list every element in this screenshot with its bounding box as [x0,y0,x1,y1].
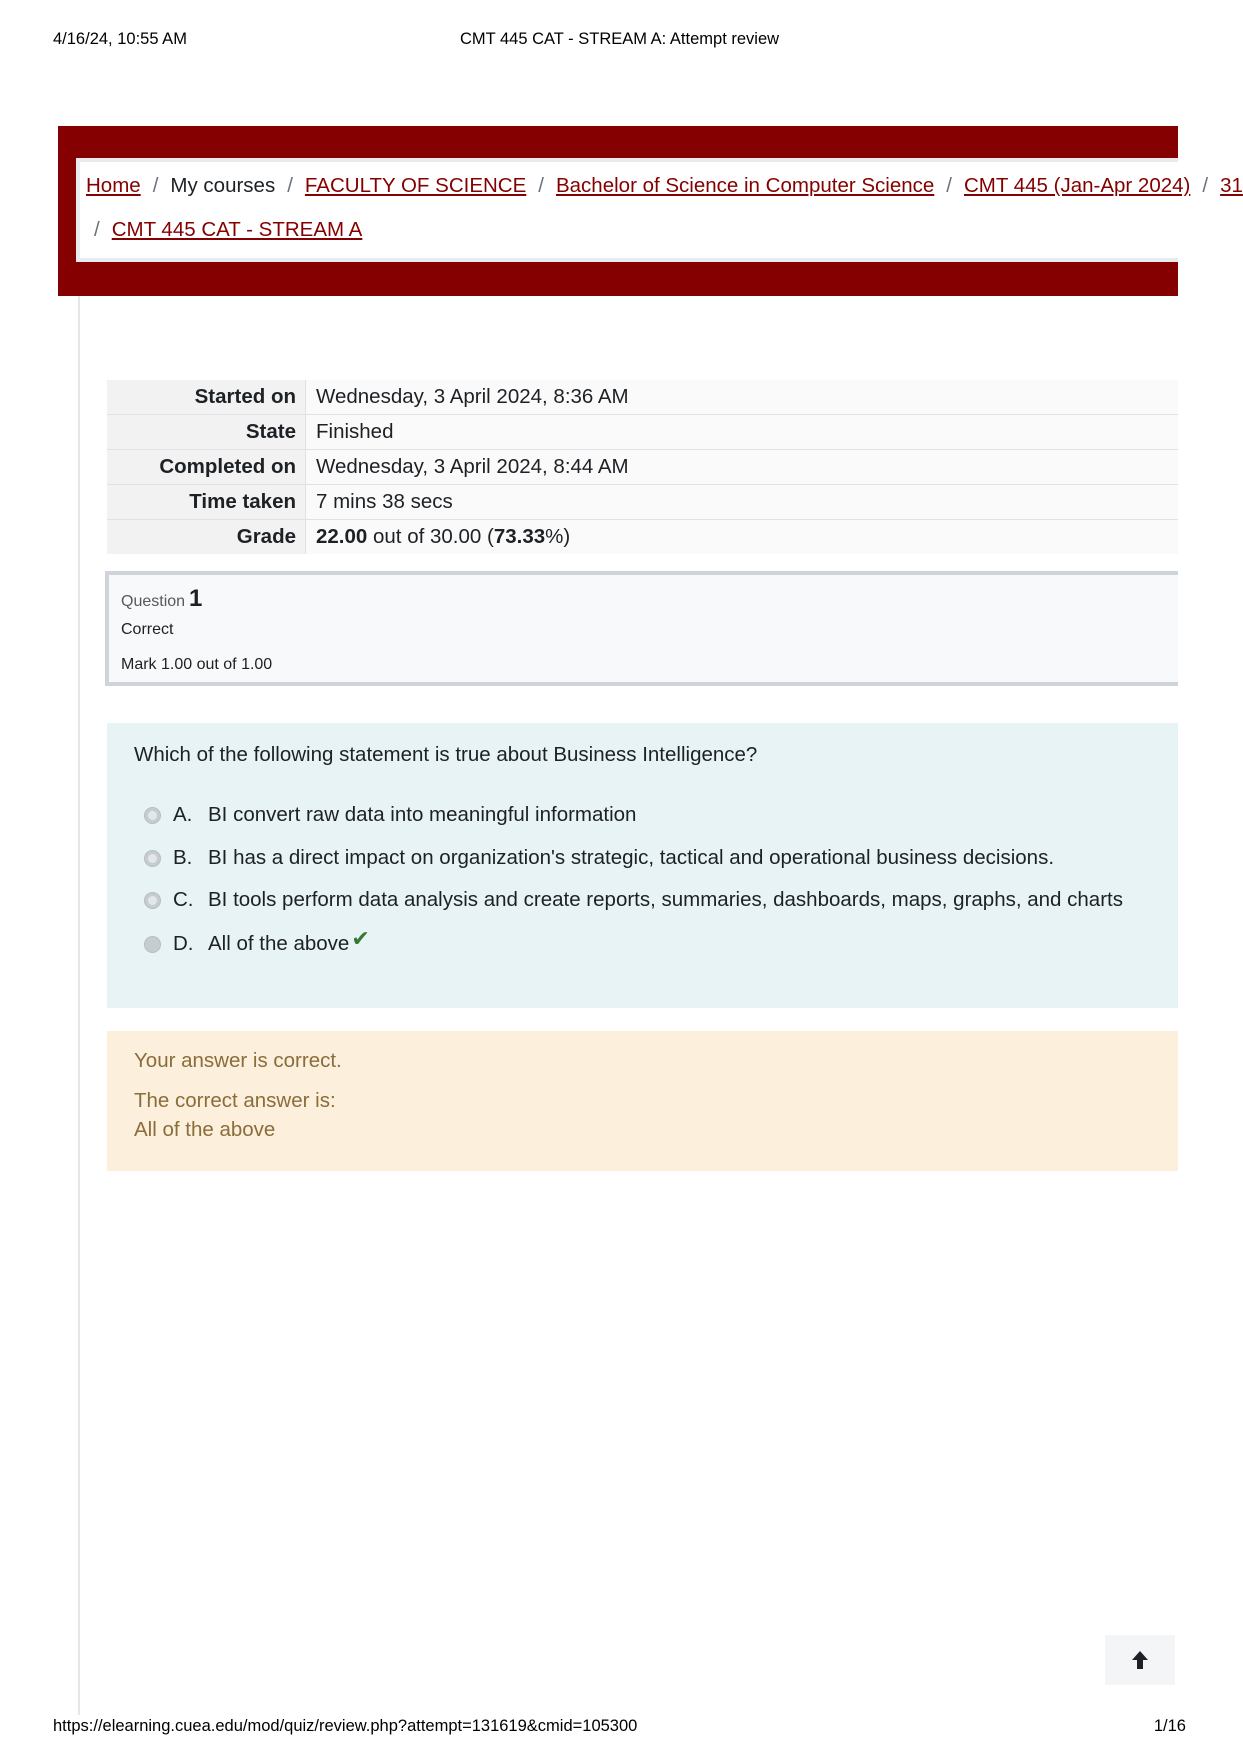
answer-letter: B. [173,846,193,869]
answer-text: BI convert raw data into meaningful information [208,803,637,826]
breadcrumb-faculty[interactable]: FACULTY OF SCIENCE [304,174,527,197]
breadcrumb-separator: / [152,174,159,197]
summary-label: Grade [107,520,305,554]
print-page-title: CMT 445 CAT - STREAM A: Attempt review [459,30,780,48]
answer-text: BI has a direct impact on organization's strategic, tactical and operational business decisions. [208,846,1055,869]
grade-score: 22.00 [316,525,368,548]
summary-value: Wednesday, 3 April 2024, 8:36 AM [305,380,1178,414]
radio-button[interactable] [144,936,161,953]
answer-letter: D. [173,932,194,955]
breadcrumb-course[interactable]: CMT 445 (Jan-Apr 2024) [964,174,1191,197]
arrow-up-icon [1130,1649,1150,1671]
summary-label: Time taken [107,485,305,519]
grade-percent: 73.33 [493,525,546,548]
print-url: https://elearning.cuea.edu/mod/quiz/review.php?attempt=131619&cmid=105300 [53,1717,638,1735]
summary-row-started [107,380,1178,414]
breadcrumb-separator: / [1202,174,1209,197]
back-to-top-button[interactable] [1105,1635,1175,1685]
print-datetime: 4/16/24, 10:55 AM [53,30,187,48]
answer-text: BI tools perform data analysis and create reports, summaries, dashboards, maps, graphs, and charts [208,888,1123,911]
breadcrumb-quiz[interactable]: CMT 445 CAT - STREAM A [111,218,363,241]
summary-grade-value [305,520,1178,554]
summary-value: 7 mins 38 secs [305,485,1178,519]
answer-option-b [144,846,1054,870]
answer-option-d [144,926,370,957]
breadcrumb-line-2 [94,208,362,252]
summary-row-completed [107,449,1178,484]
summary-row-state [107,414,1178,449]
question-number-value: 1 [189,585,203,612]
answer-option-a [144,803,636,827]
feedback-box [107,1031,1178,1171]
print-page-number: 1/16 [1153,1717,1186,1735]
summary-row-time-taken [107,484,1178,519]
question-mark: Mark 1.00 out of 1.00 [121,656,273,673]
answer-letter: A. [173,803,193,826]
summary-label: Completed on [107,450,305,484]
question-label: Question [121,593,186,610]
summary-value: Finished [305,415,1178,449]
breadcrumb-separator: / [538,174,544,197]
breadcrumb-separator: / [287,174,293,197]
print-header [53,30,1186,54]
radio-button[interactable] [144,892,161,909]
grade-end: %) [545,525,571,548]
attempt-summary-table [107,380,1178,554]
breadcrumb-my-courses: My courses [170,174,276,197]
correct-answer-value: All of the above [134,1118,276,1141]
page-header-banner [58,126,1243,296]
check-icon: ✔ [351,926,370,951]
question-text: Which of the following statement is true about Business Intelligence? [134,743,758,766]
question-state: Correct [121,621,174,638]
summary-label: Started on [107,380,305,414]
correct-answer-label: The correct answer is: [134,1089,336,1112]
breadcrumb-home[interactable]: Home [86,174,141,197]
question-formulation [107,723,1178,1008]
breadcrumb-line-1 [86,164,1243,208]
radio-button[interactable] [144,807,161,824]
question-number [121,585,202,613]
answer-letter: C. [173,888,194,911]
grade-middle: out of 30.00 ( [367,525,494,548]
answer-text: All of the above [208,932,350,955]
breadcrumb-separator: / [94,218,100,241]
breadcrumb-section[interactable]: 31 [1220,174,1243,197]
summary-label: State [107,415,305,449]
question-info-box [105,571,1178,686]
left-divider [78,295,80,1715]
breadcrumb-programme[interactable]: Bachelor of Science in Computer Science [555,174,935,197]
breadcrumb-separator: / [946,174,952,197]
summary-row-grade [107,519,1178,554]
breadcrumb [76,158,1243,262]
radio-button[interactable] [144,850,161,867]
summary-value: Wednesday, 3 April 2024, 8:44 AM [305,450,1178,484]
print-footer [53,1717,1186,1741]
answer-option-c [144,888,1123,912]
feedback-result: Your answer is correct. [134,1049,342,1072]
